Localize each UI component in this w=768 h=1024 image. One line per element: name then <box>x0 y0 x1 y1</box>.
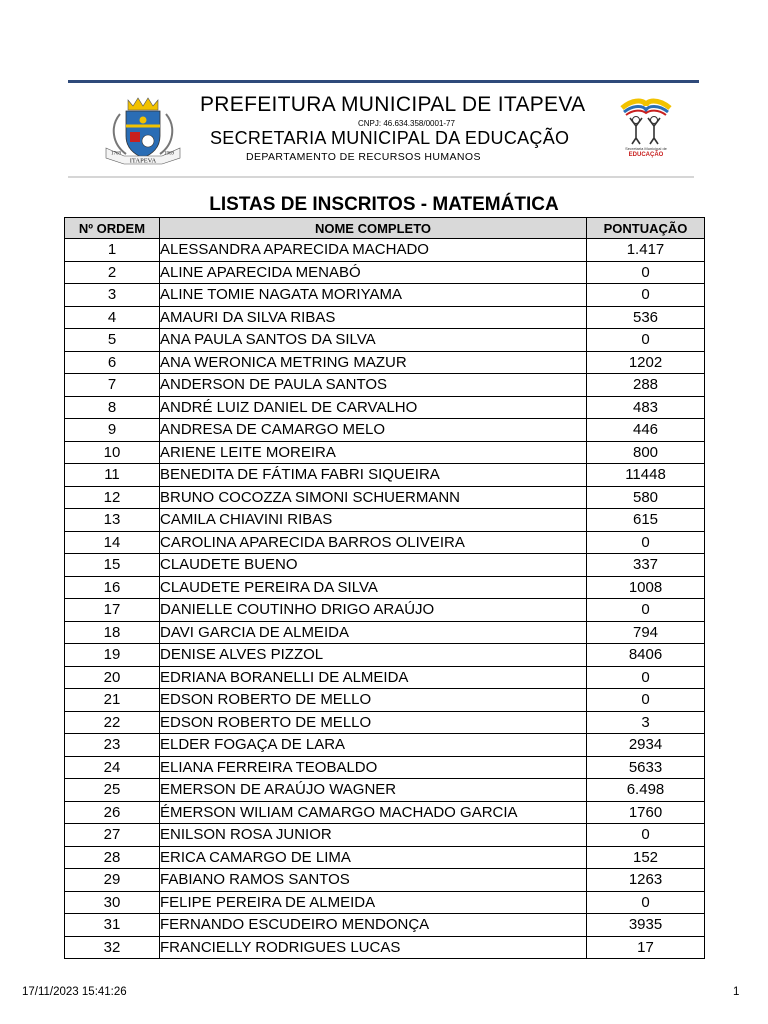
row-ordem: 1 <box>65 239 160 262</box>
row-nome: FERNANDO ESCUDEIRO MENDONÇA <box>160 914 587 937</box>
row-pontuacao: 11448 <box>587 464 705 487</box>
svg-text:EDUCAÇÃO: EDUCAÇÃO <box>628 152 664 158</box>
row-ordem: 29 <box>65 869 160 892</box>
table-row <box>65 239 705 262</box>
table-row <box>65 936 705 959</box>
row-nome: EMERSON DE ARAÚJO WAGNER <box>160 779 587 802</box>
cnpj-text: CNPJ: 46.634.358/0001-77 <box>358 119 455 128</box>
table-row <box>65 284 705 307</box>
row-ordem: 25 <box>65 779 160 802</box>
table-row <box>65 689 705 712</box>
table-row <box>65 914 705 937</box>
row-ordem: 9 <box>65 419 160 442</box>
row-ordem: 24 <box>65 756 160 779</box>
table-row <box>65 599 705 622</box>
row-ordem: 28 <box>65 846 160 869</box>
table-row <box>65 509 705 532</box>
row-ordem: 30 <box>65 891 160 914</box>
row-ordem: 2 <box>65 261 160 284</box>
row-ordem: 10 <box>65 441 160 464</box>
table-row <box>65 329 705 352</box>
table-row <box>65 441 705 464</box>
column-header-ordem: Nº ORDEM <box>65 218 160 239</box>
row-ordem: 22 <box>65 711 160 734</box>
table-row <box>65 576 705 599</box>
row-pontuacao: 0 <box>587 599 705 622</box>
letterhead-divider <box>68 176 694 178</box>
table-row <box>65 531 705 554</box>
row-nome: ALESSANDRA APARECIDA MACHADO <box>160 239 587 262</box>
table-row <box>65 666 705 689</box>
row-nome: CLAUDETE PEREIRA DA SILVA <box>160 576 587 599</box>
table-row <box>65 644 705 667</box>
table-row <box>65 419 705 442</box>
row-pontuacao: 3935 <box>587 914 705 937</box>
column-header-pontuacao: PONTUAÇÃO <box>587 218 705 239</box>
table-row <box>65 846 705 869</box>
footer-page-number: 1 <box>733 986 740 998</box>
row-pontuacao: 483 <box>587 396 705 419</box>
row-nome: DANIELLE COUTINHO DRIGO ARAÚJO <box>160 599 587 622</box>
row-ordem: 26 <box>65 801 160 824</box>
document-title: LISTAS DE INSCRITOS - MATEMÁTICA <box>209 194 559 215</box>
header-top-rule <box>68 80 699 83</box>
row-pontuacao: 17 <box>587 936 705 959</box>
row-ordem: 3 <box>65 284 160 307</box>
row-pontuacao: 1008 <box>587 576 705 599</box>
crest-year-left: 1769 <box>111 151 121 157</box>
row-nome: ANDERSON DE PAULA SANTOS <box>160 374 587 397</box>
row-pontuacao: 0 <box>587 891 705 914</box>
row-pontuacao: 580 <box>587 486 705 509</box>
table-row <box>65 351 705 374</box>
row-pontuacao: 337 <box>587 554 705 577</box>
row-pontuacao: 1.417 <box>587 239 705 262</box>
row-pontuacao: 615 <box>587 509 705 532</box>
row-nome: FABIANO RAMOS SANTOS <box>160 869 587 892</box>
row-nome: BENEDITA DE FÁTIMA FABRI SIQUEIRA <box>160 464 587 487</box>
row-pontuacao: 1202 <box>587 351 705 374</box>
row-ordem: 23 <box>65 734 160 757</box>
row-nome: ELDER FOGAÇA DE LARA <box>160 734 587 757</box>
row-ordem: 8 <box>65 396 160 419</box>
row-pontuacao: 1760 <box>587 801 705 824</box>
row-ordem: 21 <box>65 689 160 712</box>
row-pontuacao: 800 <box>587 441 705 464</box>
row-nome: ELIANA FERREIRA TEOBALDO <box>160 756 587 779</box>
row-ordem: 18 <box>65 621 160 644</box>
row-nome: FRANCIELLY RODRIGUES LUCAS <box>160 936 587 959</box>
table-row <box>65 621 705 644</box>
row-ordem: 31 <box>65 914 160 937</box>
row-nome: ANA WERONICA METRING MAZUR <box>160 351 587 374</box>
row-pontuacao: 288 <box>587 374 705 397</box>
table-row <box>65 734 705 757</box>
row-nome: ALINE APARECIDA MENABÓ <box>160 261 587 284</box>
svg-text:Secretaria Municipal de: Secretaria Municipal de <box>625 146 667 151</box>
row-nome: EDSON ROBERTO DE MELLO <box>160 711 587 734</box>
table-row <box>65 486 705 509</box>
row-nome: ANA PAULA SANTOS DA SILVA <box>160 329 587 352</box>
crest-ribbon-text: ITAPEVA <box>129 157 157 165</box>
row-pontuacao: 0 <box>587 666 705 689</box>
row-pontuacao: 5633 <box>587 756 705 779</box>
row-nome: DAVI GARCIA DE ALMEIDA <box>160 621 587 644</box>
row-pontuacao: 536 <box>587 306 705 329</box>
table-row <box>65 374 705 397</box>
row-nome: ARIENE LEITE MOREIRA <box>160 441 587 464</box>
table-row <box>65 891 705 914</box>
row-pontuacao: 1263 <box>587 869 705 892</box>
row-pontuacao: 2934 <box>587 734 705 757</box>
row-ordem: 27 <box>65 824 160 847</box>
row-nome: FELIPE PEREIRA DE ALMEIDA <box>160 891 587 914</box>
row-ordem: 32 <box>65 936 160 959</box>
row-nome: BRUNO COCOZZA SIMONI SCHUERMANN <box>160 486 587 509</box>
row-pontuacao: 0 <box>587 329 705 352</box>
row-ordem: 17 <box>65 599 160 622</box>
table-row <box>65 261 705 284</box>
crest-year-right: 1969 <box>164 151 174 157</box>
row-ordem: 16 <box>65 576 160 599</box>
prefeitura-title: PREFEITURA MUNICIPAL DE ITAPEVA <box>200 93 586 116</box>
row-ordem: 12 <box>65 486 160 509</box>
row-nome: ALINE TOMIE NAGATA MORIYAMA <box>160 284 587 307</box>
table-row <box>65 464 705 487</box>
row-pontuacao: 0 <box>587 261 705 284</box>
secretaria-title: SECRETARIA MUNICIPAL DA EDUCAÇÃO <box>210 128 570 148</box>
table-row <box>65 554 705 577</box>
departamento-title: DEPARTAMENTO DE RECURSOS HUMANOS <box>246 151 481 163</box>
row-ordem: 20 <box>65 666 160 689</box>
row-nome: ÉMERSON WILIAM CAMARGO MACHADO GARCIA <box>160 801 587 824</box>
row-pontuacao: 794 <box>587 621 705 644</box>
row-nome: DENISE ALVES PIZZOL <box>160 644 587 667</box>
row-ordem: 13 <box>65 509 160 532</box>
row-ordem: 11 <box>65 464 160 487</box>
row-ordem: 19 <box>65 644 160 667</box>
inscritos-table <box>64 217 705 959</box>
row-pontuacao: 3 <box>587 711 705 734</box>
row-pontuacao: 0 <box>587 689 705 712</box>
table-row <box>65 756 705 779</box>
row-nome: CAMILA CHIAVINI RIBAS <box>160 509 587 532</box>
row-pontuacao: 0 <box>587 284 705 307</box>
table-row <box>65 779 705 802</box>
row-pontuacao: 0 <box>587 531 705 554</box>
table-row <box>65 801 705 824</box>
table-row <box>65 711 705 734</box>
row-nome: CAROLINA APARECIDA BARROS OLIVEIRA <box>160 531 587 554</box>
row-pontuacao: 8406 <box>587 644 705 667</box>
row-nome: EDSON ROBERTO DE MELLO <box>160 689 587 712</box>
column-header-nome: NOME COMPLETO <box>160 218 587 239</box>
table-row <box>65 824 705 847</box>
row-pontuacao: 446 <box>587 419 705 442</box>
row-nome: EDRIANA BORANELLI DE ALMEIDA <box>160 666 587 689</box>
itapeva-crest-icon <box>100 96 186 166</box>
row-pontuacao: 152 <box>587 846 705 869</box>
table-row <box>65 396 705 419</box>
row-nome: ANDRÉ LUIZ DANIEL DE CARVALHO <box>160 396 587 419</box>
row-nome: ERICA CAMARGO DE LIMA <box>160 846 587 869</box>
row-ordem: 5 <box>65 329 160 352</box>
row-ordem: 4 <box>65 306 160 329</box>
row-pontuacao: 0 <box>587 824 705 847</box>
row-nome: ANDRESA DE CAMARGO MELO <box>160 419 587 442</box>
row-nome: AMAURI DA SILVA RIBAS <box>160 306 587 329</box>
table-row <box>65 306 705 329</box>
row-nome: ENILSON ROSA JUNIOR <box>160 824 587 847</box>
table-header-row <box>65 218 705 239</box>
row-ordem: 15 <box>65 554 160 577</box>
row-ordem: 14 <box>65 531 160 554</box>
row-ordem: 7 <box>65 374 160 397</box>
row-nome: CLAUDETE BUENO <box>160 554 587 577</box>
footer-timestamp: 17/11/2023 15:41:26 <box>22 986 127 998</box>
education-logo-icon <box>608 96 684 158</box>
row-pontuacao: 6.498 <box>587 779 705 802</box>
table-row <box>65 869 705 892</box>
row-ordem: 6 <box>65 351 160 374</box>
